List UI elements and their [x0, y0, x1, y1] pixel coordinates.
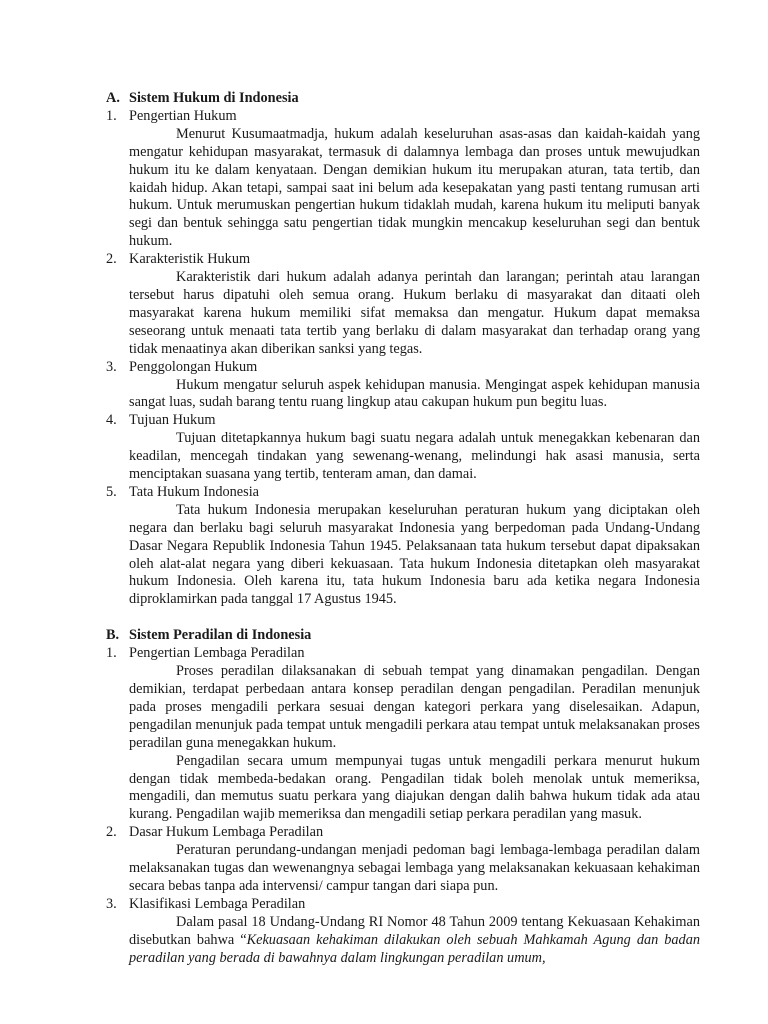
item-title: Karakteristik Hukum — [129, 251, 251, 268]
item-heading — [106, 645, 700, 663]
item-title: Tujuan Hukum — [129, 412, 216, 429]
item-heading — [106, 251, 700, 269]
section-title: Sistem Peradilan di Indonesia — [129, 627, 312, 644]
paragraph: Tujuan ditetapkannya hukum bagi suatu negara adalah untuk menegakkan kebenaran dan keadilan, mencegah tindakan yang sewenang-wenang, melindungi hak asasi manusia, serta menciptakan suasana yang tertib, tenteram aman, dan damai. — [129, 430, 700, 483]
list-item — [106, 108, 700, 251]
item-number: 3. — [106, 895, 117, 912]
list-item — [106, 645, 700, 824]
paragraph: Proses peradilan dilaksanakan di sebuah tempat yang dinamakan pengadilan. Dengan demikian, terdapat perbedaan antara konsep peradilan dengan pengadilan. Peradilan menunjuk pada proses mengadili perkara sesuai dengan kategori perkara yang diselesaikan. Adapun, pengadilan menunjuk pada tempat untuk mengadili perkara atau tempat untuk melaksanakan proses peradilan guna menegakkan hukum. — [129, 663, 700, 751]
section-spacer — [106, 609, 700, 627]
paragraph: Peraturan perundang-undangan menjadi pedoman bagi lembaga-lembaga peradilan dalam melaksanakan tugas dan wewenangnya sebagai lembaga yang melaksanakan kekuasaan kehakiman secara bebas tanpa ada intervensi/ campur tangan dari siapa pun. — [129, 842, 700, 894]
list-item — [106, 251, 700, 358]
list-item — [106, 484, 700, 609]
section-b — [106, 627, 700, 967]
item-title: Klasifikasi Lembaga Peradilan — [129, 895, 306, 912]
section-letter: A. — [106, 90, 120, 106]
item-title: Tata Hukum Indonesia — [129, 483, 260, 500]
list-item — [106, 896, 700, 968]
paragraph: Pengadilan secara umum mempunyai tugas untuk mengadili perkara menurut hukum dengan tidak membeda-bedakan orang. Pengadilan tidak boleh menolak untuk memeriksa, mengadili, dan memutus suatu perkara yang diajukan dengan dalih bahwa hukum tidak ada atau kurang. Pengadilan wajib memeriksa dan mengadili setiap perkara peradilan yang masuk. — [129, 752, 700, 823]
item-number: 4. — [106, 412, 117, 429]
document-body — [106, 90, 700, 968]
paragraph: Menurut Kusumaatmadja, hukum adalah keseluruhan asas-asas dan kaidah-kaidah yang mengatur kehidupan masyarakat, termasuk di dalamnya lembaga dan proses untuk mewujudkan hukum itu ke dalam kenyataan. Dengan demikian hukum itu merupakan aturan, tata tertib, dan kaidah hidup. Akan tetapi, sampai saat ini belum ada kesepakatan yang pasti tentang rumusan arti hukum. Untuk merumuskan pengertian hukum tidaklah mudah, karena hukum itu meliputi banyak segi dan bentuk sehingga satu pengertian tidak mungkin mencakup keseluruhan segi dan bentuk hukum. — [129, 125, 700, 250]
item-number: 2. — [106, 251, 117, 268]
section-a — [106, 90, 700, 609]
item-number: 2. — [106, 824, 117, 841]
paragraph: Tata hukum Indonesia merupakan keseluruhan peraturan hukum yang diciptakan oleh negara dan berlaku bagi seluruh masyarakat Indonesia yang berpedoman pada Undang-Undang Dasar Negara Republik Indonesia Tahun 1945. Pelaksanaan tata hukum tersebut dapat dipaksakan oleh alat-alat negara yang diberi kekuasaan. Tata hukum Indonesia ditetapkan oleh masyarakat hukum Indonesia. Oleh karena itu, tata hukum Indonesia baru ada ketika negara Indonesia diproklamirkan pada tanggal 17 Agustus 1945. — [129, 501, 700, 608]
paragraph: Hukum mengatur seluruh aspek kehidupan manusia. Mengingat aspek kehidupan manusia sangat luas, sudah barang tentu ruang lingkup atau cakupan hukum pun begitu luas. — [129, 376, 700, 411]
italic-quote-text: Kekuasaan kehakiman dilakukan oleh sebuah Mahkamah Agung dan badan peradilan yang berada di bawahnya dalam lingkungan peradilan umum, — [129, 931, 700, 966]
item-heading — [106, 108, 700, 126]
item-heading — [106, 412, 700, 430]
item-title: Pengertian Hukum — [129, 107, 237, 124]
item-number: 5. — [106, 483, 117, 500]
list-item — [106, 824, 700, 896]
item-heading — [106, 896, 700, 914]
section-heading — [106, 627, 700, 645]
item-number: 1. — [106, 107, 117, 124]
paragraph-lead-text: Dalam pasal 18 Undang-Undang RI Nomor 48 Tahun 2009 tentang Kekuasaan Kehakiman disebutkan bahwa “ — [129, 913, 700, 948]
item-title: Dasar Hukum Lembaga Peradilan — [129, 824, 324, 841]
section-title: Sistem Hukum di Indonesia — [129, 90, 299, 106]
item-title: Pengertian Lembaga Peradilan — [129, 645, 305, 662]
section-heading — [106, 90, 700, 108]
paragraph-with-quote — [129, 914, 700, 968]
item-number: 1. — [106, 645, 117, 662]
paragraph: Karakteristik dari hukum adalah adanya perintah dan larangan; perintah atau larangan tersebut harus dipatuhi oleh semua orang. Hukum berlaku di masyarakat dan ditaati oleh masyarakat karena hukum memiliki sifat memaksa dan mengatur. Hukum dapat memaksa seseorang untuk menaati tata tertib yang berlaku di dalam masyarakat dan terhadap orang yang tidak menaatinya akan diberikan sanksi yang tegas. — [129, 269, 700, 357]
item-title: Penggolongan Hukum — [129, 358, 258, 375]
list-item — [106, 412, 700, 484]
item-heading — [106, 359, 700, 377]
item-heading — [106, 824, 700, 842]
item-heading — [106, 484, 700, 502]
item-number: 3. — [106, 358, 117, 375]
list-item — [106, 359, 700, 413]
section-letter: B. — [106, 627, 120, 644]
